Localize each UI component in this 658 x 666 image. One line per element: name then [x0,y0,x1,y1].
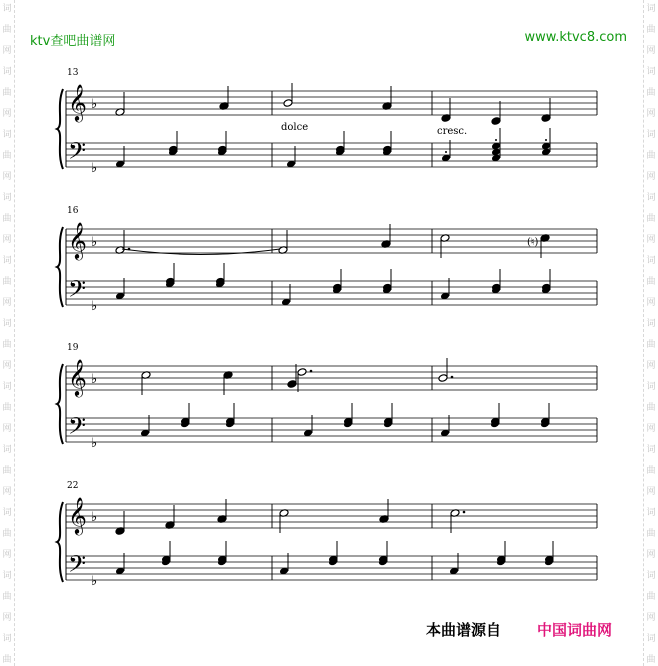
watermark-glyph: 词 [646,193,656,203]
watermark-glyph: 词 [2,256,12,266]
watermark-glyph: 词 [2,634,12,644]
note [217,499,227,523]
watermark-glyph: 曲 [646,403,656,413]
bass-chord [496,541,506,566]
note [438,358,453,382]
bass-chord [343,403,353,428]
notehead [287,380,297,389]
watermark-glyph: 网 [646,172,656,182]
notehead [491,117,501,126]
measure-number-19: 19 [67,343,79,353]
watermark-glyph: 词 [2,67,12,77]
watermark-glyph: 词 [2,571,12,581]
flat-icon: ♭ [91,235,98,250]
bass-chord [217,131,227,156]
note [115,92,125,116]
note [297,368,312,392]
watermark-glyph: 词 [646,4,656,14]
watermark-glyph: 网 [646,613,656,623]
watermark-glyph: 网 [2,235,12,245]
watermark-glyph: 曲 [646,25,656,35]
watermark-glyph: 词 [646,130,656,140]
staccato-dot [495,151,497,153]
watermark-glyph: 网 [2,172,12,182]
bass-chord [161,541,171,566]
watermark-glyph: 网 [2,298,12,308]
watermark-glyph: 网 [2,550,12,560]
watermark-glyph: 曲 [646,214,656,224]
note [278,230,288,254]
notehead [283,99,293,108]
measure-number-16: 16 [67,206,79,216]
bass-chord [540,403,550,428]
watermark-glyph: 词 [646,382,656,392]
note [115,511,125,535]
watermark-glyph: 曲 [2,529,12,539]
watermark-glyph: 网 [2,361,12,371]
watermark-glyph: 词 [2,130,12,140]
watermark-glyph: 曲 [646,151,656,161]
bass-chord [541,128,551,156]
watermark-glyph: 词 [646,445,656,455]
flat-icon: ♭ [91,161,98,176]
watermark-glyph: 网 [646,550,656,560]
watermark-glyph: 词 [2,319,12,329]
watermark-glyph: 词 [646,256,656,266]
watermark-glyph: 曲 [2,25,12,35]
bass-chord [332,269,342,294]
cresc-marking: cresc. [437,126,468,137]
note [441,98,451,122]
staccato-dot [545,145,547,147]
watermark-glyph: 网 [646,424,656,434]
treble-clef-icon: 𝄞 [68,83,87,121]
header-site-url[interactable]: www.ktvc8.com [524,30,627,45]
watermark-glyph: 词 [646,571,656,581]
watermark-glyph: 词 [2,445,12,455]
footer-site-name[interactable]: 中国词曲网 [537,621,613,639]
watermark-glyph: 曲 [2,88,12,98]
dot [463,511,466,514]
watermark-glyph: 网 [2,46,12,56]
tie [122,249,280,255]
note [219,86,229,110]
note [223,371,233,395]
bass-chord [541,269,551,294]
watermark-glyph: 网 [2,109,12,119]
notehead [297,368,307,377]
bass-clef-icon: 𝄢 [68,412,87,445]
note [382,86,392,110]
note [491,101,501,125]
watermark-glyph: 曲 [2,151,12,161]
note [165,505,175,529]
watermark-glyph: 网 [2,424,12,434]
flat-icon: ♭ [91,574,98,589]
bass-chord [328,541,338,566]
watermark-glyph: 曲 [2,340,12,350]
watermark-glyph: 曲 [2,214,12,224]
note [141,371,151,395]
note [540,234,550,258]
watermark-glyph: 曲 [646,277,656,287]
flat-icon: ♭ [91,299,98,314]
staccato-dot [495,145,497,147]
natural-accidental: (♮) [527,237,539,248]
bass-clef-icon: 𝄢 [68,550,87,583]
bass-clef-icon: 𝄢 [68,137,87,170]
watermark-glyph: 词 [646,67,656,77]
bass-chord [544,541,554,566]
treble-clef-icon: 𝄞 [68,221,87,259]
watermark-glyph: 词 [646,508,656,518]
watermark-glyph: 曲 [646,340,656,350]
dolce-marking: dolce [281,122,309,133]
treble-clef-icon: 𝄞 [68,496,87,534]
footer-source-label: 本曲谱源自 [426,621,502,639]
bass-chord [383,403,393,428]
watermark-glyph: 网 [646,361,656,371]
notehead [438,374,448,383]
note [287,364,297,388]
watermark-glyph: 词 [2,4,12,14]
watermark-glyph: 曲 [2,403,12,413]
bass-chord [165,263,175,288]
watermark-glyph: 网 [2,487,12,497]
note [279,509,289,533]
watermark-glyph: 词 [646,634,656,644]
dot [451,376,454,379]
note [379,499,389,523]
staccato-dot [495,139,497,141]
header-site-name: ktv查吧曲谱网 [30,34,116,49]
bass-chord [168,131,178,156]
watermark-glyph: 曲 [646,592,656,602]
system-1 [57,83,597,176]
measure-number-13: 13 [67,68,79,78]
watermark-glyph: 词 [2,193,12,203]
watermark-glyph: 网 [2,613,12,623]
watermark-glyph: 网 [646,487,656,497]
bass-chord [491,269,501,294]
watermark-glyph: 网 [646,298,656,308]
bass-clef-icon: 𝄢 [68,275,87,308]
measure-number-22: 22 [67,481,79,491]
watermark-glyph: 曲 [646,88,656,98]
system-3 [57,358,597,451]
system-2 [57,221,597,314]
watermark-glyph: 曲 [646,529,656,539]
grand-staff-brace [57,89,63,169]
grand-staff-brace [57,227,63,307]
flat-icon: ♭ [91,510,98,525]
watermark-glyph: 词 [2,382,12,392]
watermark-glyph: 曲 [2,466,12,476]
flat-icon: ♭ [91,97,98,112]
staccato-dot [445,151,447,153]
dot [310,370,313,373]
note [381,224,391,248]
bass-chord [215,263,225,288]
watermark-glyph: 网 [646,46,656,56]
staccato-dot [545,139,547,141]
treble-clef-icon: 𝄞 [68,358,87,396]
watermark-glyph: 词 [646,319,656,329]
bass-chord [225,403,235,428]
bass-chord [335,131,345,156]
note [440,234,450,258]
watermark-glyph: 曲 [646,466,656,476]
note [283,83,293,107]
note [541,98,551,122]
bass-chord [382,131,392,156]
note [115,230,130,254]
flat-icon: ♭ [91,372,98,387]
bass-chord [180,403,190,428]
watermark-glyph: 曲 [2,592,12,602]
flat-icon: ♭ [91,436,98,451]
grand-staff-brace [57,364,63,444]
bass-chord [378,541,388,566]
bass-chord [491,128,501,162]
bass-chord [217,541,227,566]
grand-staff-brace [57,502,63,582]
watermark-glyph: 网 [646,109,656,119]
watermark-glyph: 曲 [2,655,12,665]
system-4 [57,496,597,589]
note [450,509,465,533]
watermark-glyph: 网 [646,235,656,245]
bass-chord [490,403,500,428]
bass-chord [382,269,392,294]
watermark-glyph: 曲 [646,655,656,665]
watermark-glyph: 词 [2,508,12,518]
watermark-glyph: 曲 [2,277,12,287]
